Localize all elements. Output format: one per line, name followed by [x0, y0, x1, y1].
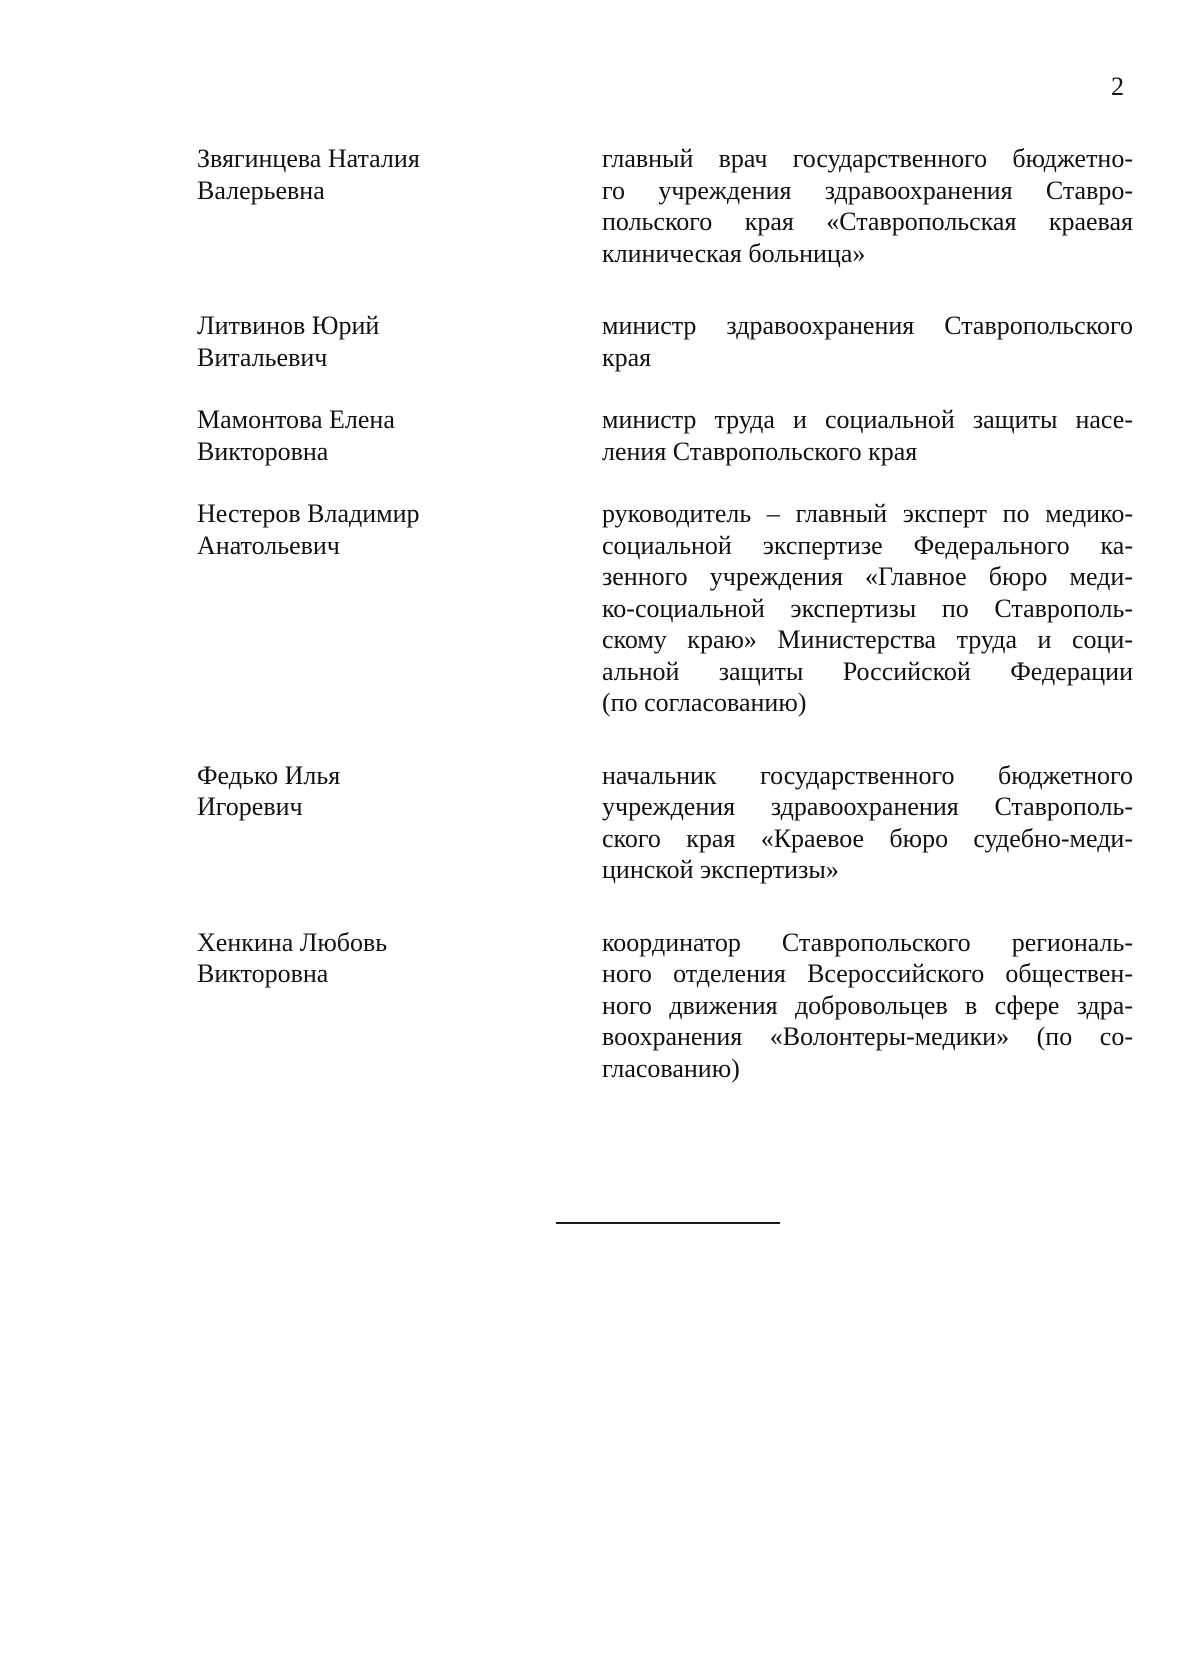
member-entry [197, 310, 1133, 373]
member-position-line: учреждения здравоохранения Ставрополь- [602, 792, 1133, 821]
member-position-line: ления Ставропольского края [602, 436, 918, 466]
member-name-line: Хенкина Любовь [197, 927, 388, 957]
member-position-line: социальной экспертизе Федерального ка- [602, 530, 1133, 560]
member-position [602, 927, 1133, 1085]
member-position-line: ного движения добровольцев в сфере здра- [602, 990, 1133, 1020]
member-position-line: координатор Ставропольского региональ- [602, 927, 1133, 957]
member-name [197, 143, 602, 206]
member-position-line: начальник государственного бюджетного [602, 760, 1133, 790]
member-name [197, 498, 602, 561]
member-position-line: скому краю» Министерства труда и соци- [602, 625, 1133, 654]
member-entry [197, 927, 1133, 1085]
member-name-line: Звягинцева Наталия [197, 144, 420, 173]
members-list [197, 143, 1133, 1084]
member-name-line: Федько Илья [197, 760, 341, 790]
member-position-line: зенного учреждения «Главное бюро меди- [602, 562, 1133, 591]
member-position [602, 143, 1133, 269]
member-entry [197, 760, 1133, 886]
member-entry [197, 404, 1133, 467]
member-name [197, 310, 602, 373]
member-position-line: министр труда и социальной защиты насе- [602, 405, 1133, 434]
member-position-line: альной защиты Российской Федерации [602, 656, 1133, 686]
member-position [602, 404, 1133, 467]
member-name-line: Нестеров Владимир [197, 499, 420, 528]
member-position-line: министр здравоохранения Ставропольского [602, 311, 1133, 340]
end-separator-line [556, 1222, 780, 1224]
member-name-line: Викторовна [197, 959, 329, 988]
member-position-line: руководитель – главный эксперт по медико- [602, 499, 1133, 528]
member-position-line: ного отделения Всероссийского обществен- [602, 959, 1133, 988]
member-position [602, 760, 1133, 886]
member-position-line: (по согласованию) [602, 688, 807, 717]
member-position-line: края [602, 342, 652, 372]
member-name-line: Игоревич [197, 792, 303, 821]
member-name-line: Анатольевич [197, 530, 340, 560]
member-name [197, 760, 602, 823]
member-position-line: главный врач государственного бюджетно- [602, 144, 1133, 173]
member-position-line: клиническая больница» [602, 238, 866, 268]
member-name-line: Мамонтова Елена [197, 405, 395, 434]
member-name [197, 404, 602, 467]
member-position-line: го учреждения здравоохранения Ставро- [602, 175, 1133, 205]
member-position [602, 498, 1133, 719]
member-entry [197, 143, 1133, 269]
member-position-line: польского края «Ставропольская краевая [602, 207, 1133, 236]
member-name-line: Витальевич [197, 342, 328, 372]
member-position-line: воохранения «Волонтеры-медики» (по со- [602, 1022, 1133, 1051]
member-name [197, 927, 602, 990]
member-name-line: Викторовна [197, 436, 329, 466]
page-number: 2 [1111, 72, 1124, 101]
member-name-line: Литвинов Юрий [197, 311, 380, 340]
member-position [602, 310, 1133, 373]
member-entry [197, 498, 1133, 719]
member-position-line: ко-социальной экспертизы по Ставрополь- [602, 593, 1133, 623]
member-position-line: цинской экспертизы» [602, 855, 839, 884]
member-name-line: Валерьевна [197, 175, 325, 205]
member-position-line: гласованию) [602, 1053, 740, 1083]
member-position-line: ского края «Краевое бюро судебно-меди- [602, 823, 1133, 853]
